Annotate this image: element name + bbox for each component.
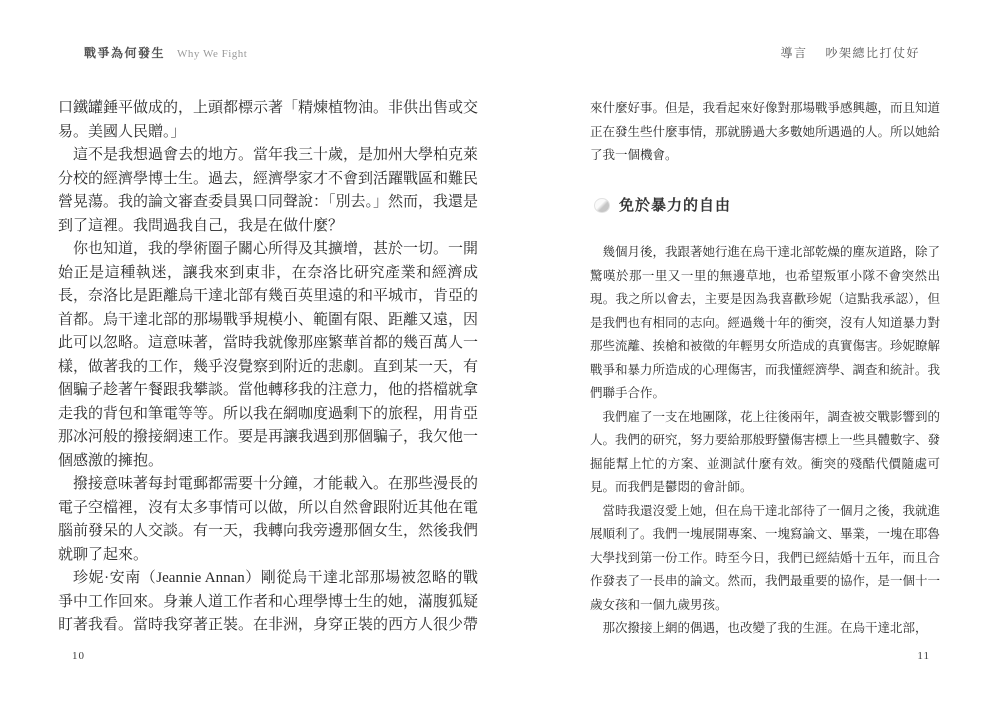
body-paragraph: 我們雇了一支在地團隊，花上往後兩年，調查被交戰影響到的人。我們的研究，努力要給那般野蠻傷害標上一些具體數字、發掘能幫上忙的方案、並測試什麼有效。衝突的殘酷代價隨處可見。而我們是鬱悶的會計師。 [590, 409, 941, 494]
page-number-right: 11 [917, 650, 930, 662]
right-page-text-column [590, 97, 940, 641]
section-label: 導言 [780, 46, 808, 60]
body-paragraph: 當時我還沒愛上她，但在烏干達北部待了一個月之後，我就進展順利了。我們一塊展開專案、一塊寫論文、畢業，一塊在耶魯大學找到第一份工作。時至今日，我們已經結婚十五年，而且合作發表了一長串的論文。然而，我們最重要的協作，是一個十一歲女孩和一個九歲男孩。 [590, 503, 941, 612]
body-paragraph: 那次撥接上網的偶遇，也改變了我的生涯。在烏干達北部， [602, 621, 928, 635]
section-heading [594, 194, 940, 218]
chapter-title: 吵架總比打仗好 [825, 46, 920, 60]
body-paragraph: 撥接意味著每封電郵都需要十分鐘，才能載入。在那些漫長的電子空檔裡，沒有太多事情可以做，所以自然會跟附近其他在電腦前發呆的人交談。有一天，我轉向我旁邊那個女生，然後我們就聊了起來。 [58, 476, 479, 563]
body-paragraph: 口鐵罐錘平做成的，上頭都標示著「精煉植物油。非供出售或交易。美國人民贈。」 [58, 100, 479, 140]
left-page-text-column [58, 97, 478, 638]
body-paragraph: 來什麼好事。但是，我看起來好像對那場戰爭感興趣，而且知道正在發生些什麼事情，那就勝過大多數她所遇過的人。所以她給了我一個機會。 [590, 101, 941, 162]
stone-icon [594, 198, 610, 213]
body-paragraph: 這不是我想過會去的地方。當年我三十歲，是加州大學柏克萊分校的經濟學博士生。過去，經濟學家才不會到活躍戰區和難民營晃蕩。我的論文審查委員異口同聲說：「別去。」然而，我還是到了這裡。我問過我自己，我是在做什麼？ [58, 147, 479, 234]
section-heading-label: 免於暴力的自由 [619, 196, 732, 214]
book-title-zh: 戰爭為何發生 [84, 46, 166, 60]
running-header-left [84, 44, 247, 61]
book-title-en: Why We Fight [177, 48, 248, 60]
page-number-left: 10 [72, 650, 85, 662]
running-header-right [780, 44, 920, 61]
body-paragraph: 幾個月後，我跟著她行進在烏干達北部乾燥的塵灰道路，除了驚嘆於那一里又一里的無邊草地，也希望叛軍小隊不會突然出現。我之所以會去，主要是因為我喜歡珍妮（這點我承認），但是我們也有相同的志向。經過幾十年的衝突，沒有人知道暴力對那些流離、挨槍和被徵的年輕男女所造成的真實傷害。珍妮瞭解戰爭和暴力所造成的心理傷害，而我懂經濟學、調查和統計。我們聯手合作。 [590, 245, 941, 400]
body-paragraph: 珍妮·安南（Jeannie Annan）剛從烏干達北部那場被忽略的戰爭中工作回來。身兼人道工作者和心理學博士生的她，滿腹狐疑盯著我看。當時我穿著正裝。在非洲，身穿正裝的西方人很少帶 [58, 570, 479, 633]
body-paragraph: 你也知道，我的學術圈子關心所得及其擴增，甚於一切。一開始正是這種執迷，讓我來到東非，在奈洛比研究產業和經濟成長，奈洛比是距離烏干達北部有幾百英里遠的和平城市，肯亞的首都。烏干達北部的那場戰爭規模小、範圍有限、距離又遠，因此可以忽略。這意味著，當時我就像那座繁華首都的幾百萬人一樣，做著我的工作，幾乎沒覺察到附近的悲劇。直到某一天，有個騙子趁著午餐跟我攀談。當他轉移我的注意力，他的搭檔就拿走我的背包和筆電等等。所以我在網咖度過剩下的旅程，用肯亞那冰河般的撥接網速工作。要是再讓我遇到那個騙子，我欠他一個感激的擁抱。 [58, 241, 479, 469]
